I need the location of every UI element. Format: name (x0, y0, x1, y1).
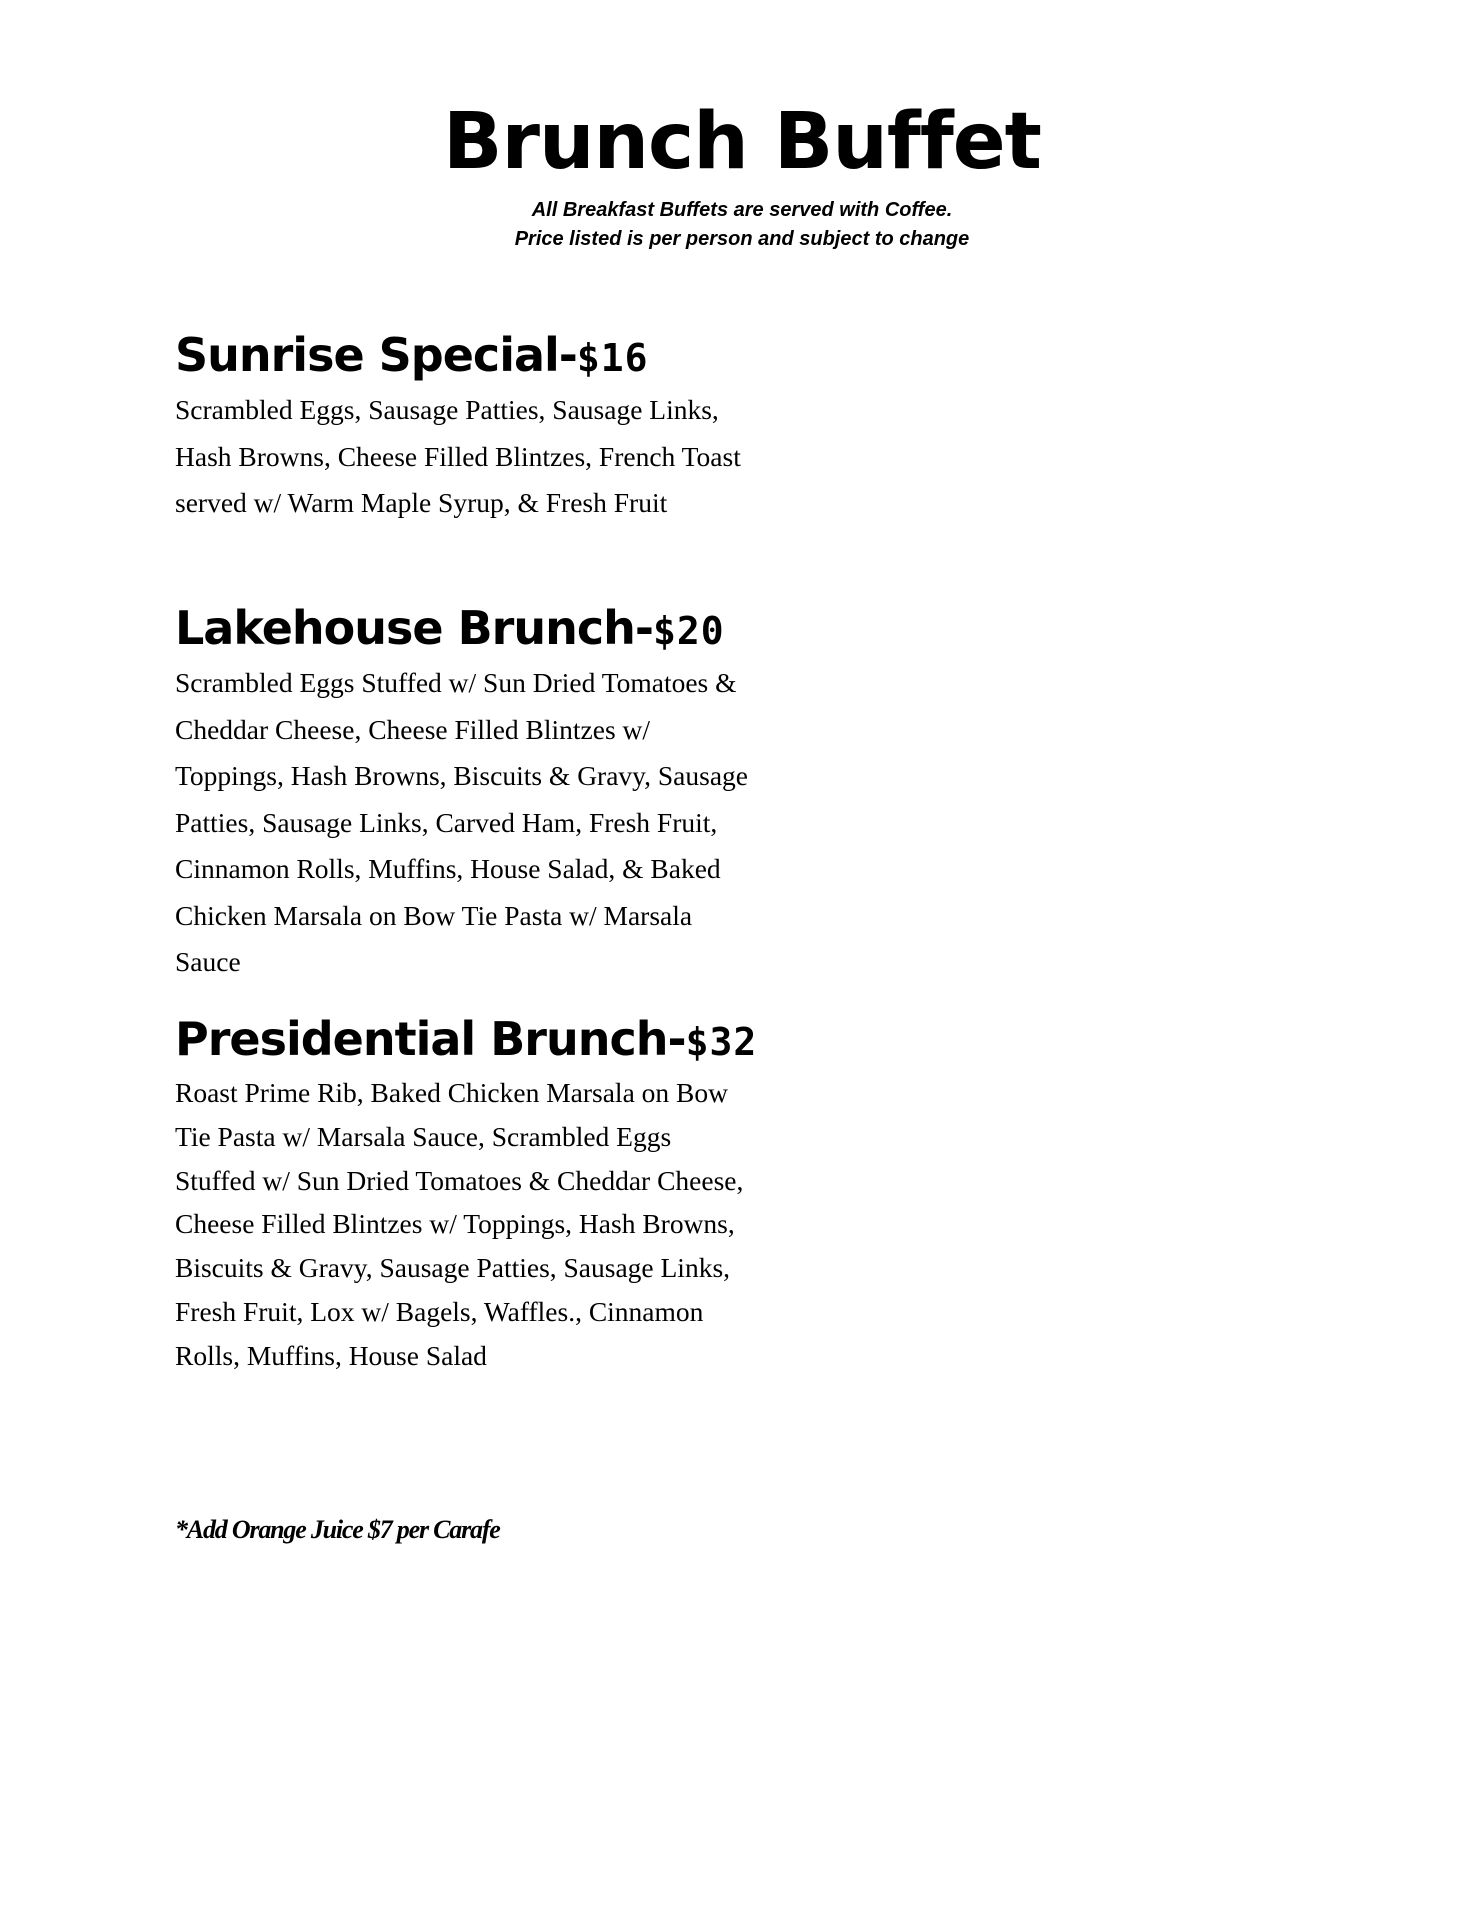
section-name: Sunrise Special- (175, 328, 577, 382)
menu-section-sunrise-special (175, 326, 755, 527)
page-title: Brunch Buffet (443, 97, 1041, 187)
section-price: $32 (685, 1020, 758, 1064)
section-heading (175, 599, 755, 660)
section-name: Lakehouse Brunch- (175, 601, 653, 655)
orange-juice-footnote: *Add Orange Juice $7 per Carafe (175, 1515, 500, 1544)
section-price: $20 (652, 609, 725, 653)
section-heading (175, 1010, 758, 1071)
section-description: Roast Prime Rib, Baked Chicken Marsala on Bow Tie Pasta w/ Marsala Sauce, Scrambled Eggs Stuffed w/ Sun Dried Tomatoes & Cheddar Cheese, Cheese Filled Blintzes w/ Toppings, Hash Browns, Biscuits & Gravy, Sausage Patties, Sausage Links, Fresh Fruit, Lox w/ Bagels, Waffles., Cinnamon Rolls, Muffins, House Salad (175, 1077, 744, 1371)
section-heading (175, 326, 755, 387)
menu-section-presidential-brunch (175, 1010, 758, 1378)
section-price: $16 (576, 336, 649, 380)
section-description: Scrambled Eggs Stuffed w/ Sun Dried Tomatoes & Cheddar Cheese, Cheese Filled Blintzes w/ Toppings, Hash Browns, Biscuits & Gravy, Sausage Patties, Sausage Links, Carved Ham, Fresh Fruit, Cinnamon Rolls, Muffins, House Salad, & Baked Chicken Marsala on Bow Tie Pasta w/ Marsala Sauce (175, 667, 748, 977)
section-name: Presidential Brunch- (175, 1012, 686, 1066)
subtitle-price-note: Price listed is per person and subject to change (514, 228, 970, 250)
subtitle-coffee-note: All Breakfast Buffets are served with Coffee. (531, 199, 953, 221)
section-description: Scrambled Eggs, Sausage Patties, Sausage Links, Hash Browns, Cheese Filled Blintzes, French Toast served w/ Warm Maple Syrup, & Fresh Fruit (175, 394, 741, 518)
menu-section-lakehouse-brunch (175, 599, 755, 986)
